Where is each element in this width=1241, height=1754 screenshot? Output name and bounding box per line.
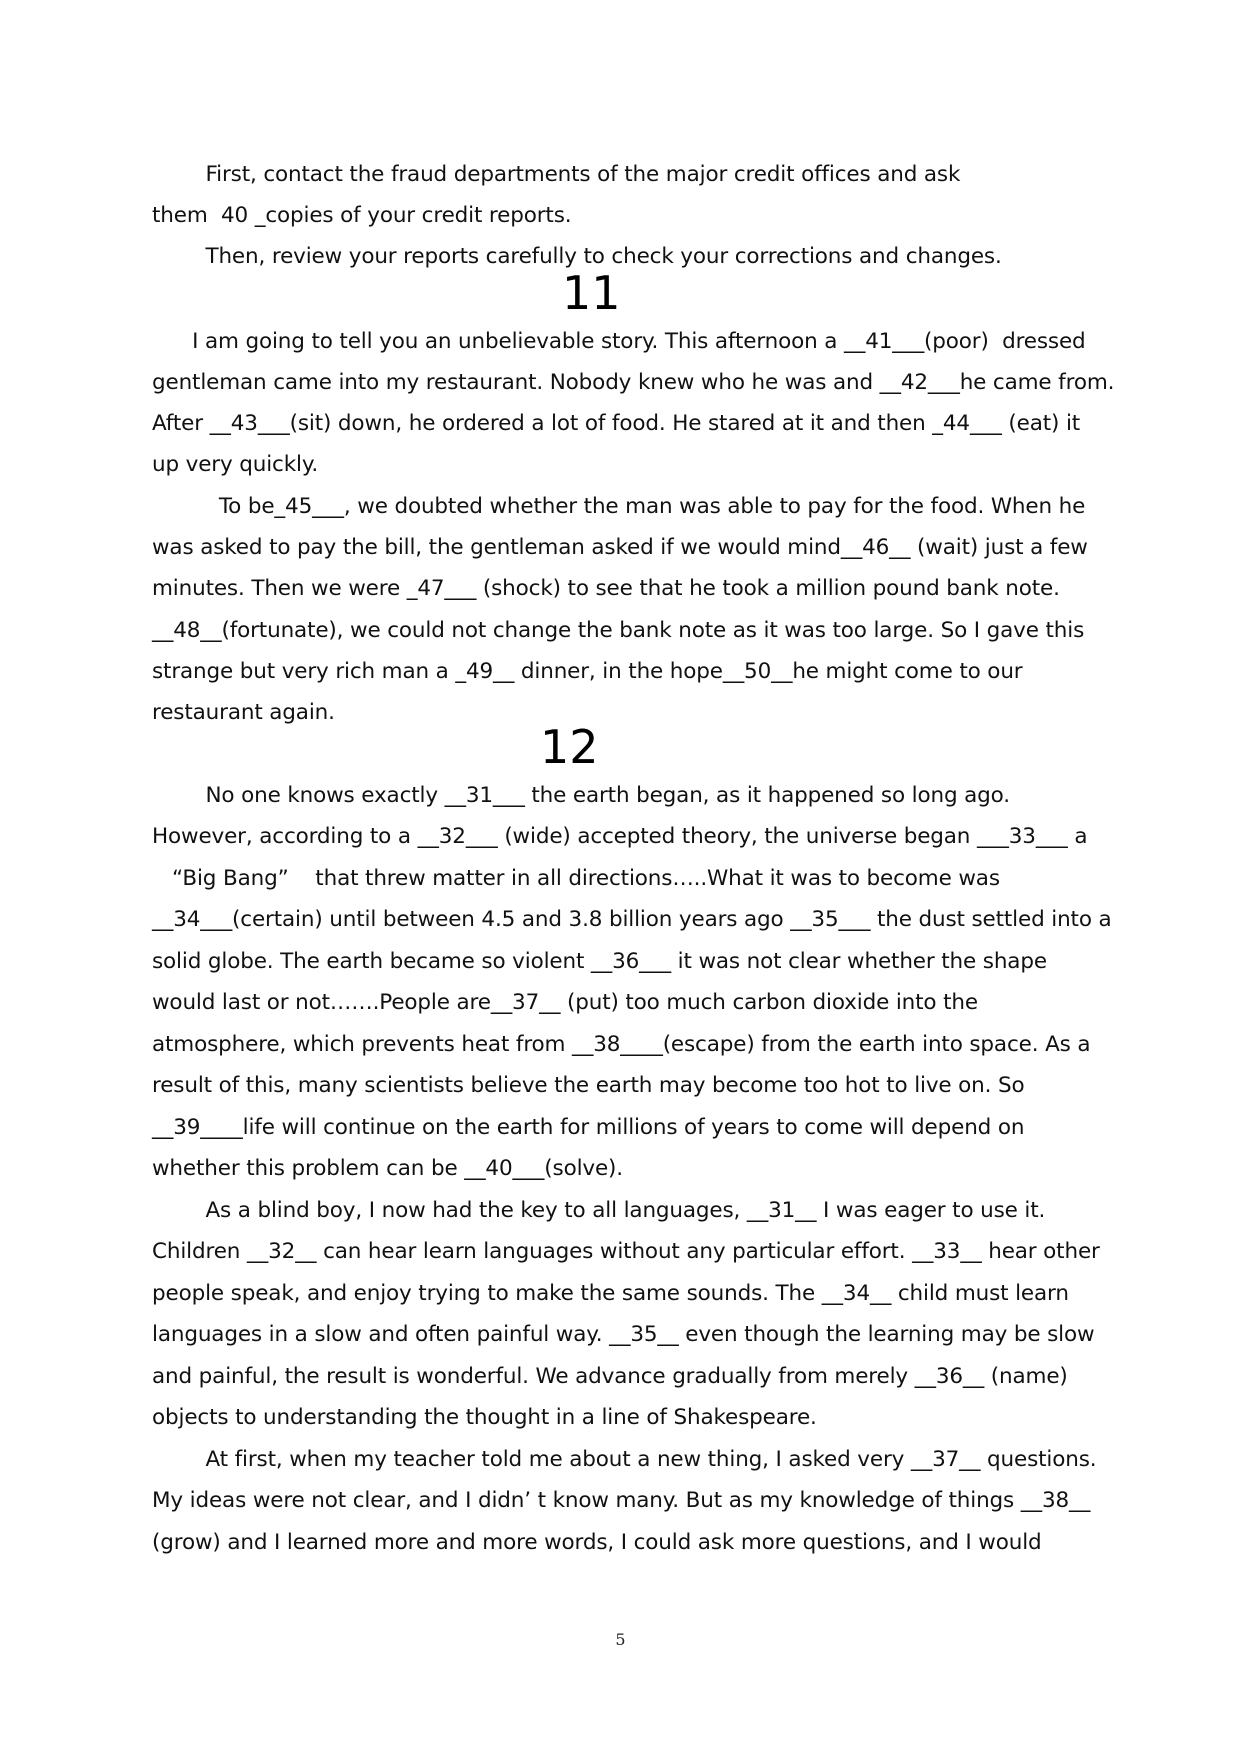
section-12-heading: 12: [540, 720, 599, 774]
intro-line-2: them 40 _copies of your credit reports.: [152, 203, 572, 228]
page-number: 5: [615, 1630, 626, 1649]
section-12-line-17: At first, when my teacher told me about a new thing, I asked very __37__ questions.: [152, 1447, 1097, 1472]
section-12-line-5: solid globe. The earth became so violent __36___ it was not clear whether the shape: [152, 949, 1047, 974]
section-12-line-11: As a blind boy, I now had the key to all languages, __31__ I was eager to use it.: [152, 1198, 1046, 1223]
section-12-line-9: __39____life will continue on the earth for millions of years to come will depend on: [152, 1115, 1025, 1140]
section-12-line-13: people speak, and enjoy trying to make the same sounds. The __34__ child must learn: [152, 1281, 1069, 1306]
section-12-line-3: “Big Bang” that threw matter in all directions…..What it was to become was: [152, 866, 1000, 891]
section-12-line-16: objects to understanding the thought in a line of Shakespeare.: [152, 1405, 817, 1430]
section-11-line-7: minutes. Then we were _47___ (shock) to see that he took a million pound bank note.: [152, 576, 1060, 601]
section-12-line-19: (grow) and I learned more and more words, I could ask more questions, and I would: [152, 1530, 1042, 1555]
section-11-line-3: After __43___(sit) down, he ordered a lot of food. He stared at it and then _44___ (eat) it: [152, 411, 1081, 436]
intro-line-1: First, contact the fraud departments of the major credit offices and ask: [152, 162, 961, 187]
section-11-line-1: I am going to tell you an unbelievable story. This afternoon a __41___(poor) dressed: [152, 329, 1086, 354]
section-12-line-18: My ideas were not clear, and I didn’ t know many. But as my knowledge of things __38__: [152, 1488, 1091, 1513]
section-11-line-9: strange but very rich man a _49__ dinner, in the hope__50__he might come to our: [152, 659, 1023, 684]
section-12-line-4: __34___(certain) until between 4.5 and 3.8 billion years ago __35___ the dust settled into a: [152, 907, 1112, 932]
section-12-line-15: and painful, the result is wonderful. We advance gradually from merely __36__ (name): [152, 1364, 1068, 1389]
section-12-line-7: atmosphere, which prevents heat from __38____(escape) from the earth into space. As a: [152, 1032, 1091, 1057]
section-11-line-2: gentleman came into my restaurant. Nobody knew who he was and __42___he came from.: [152, 370, 1115, 395]
section-11-heading: 11: [562, 266, 621, 320]
section-12-line-14: languages in a slow and often painful way. __35__ even though the learning may be slow: [152, 1322, 1095, 1347]
section-12-line-10: whether this problem can be __40___(solve).: [152, 1156, 623, 1181]
section-12-line-1: No one knows exactly __31___ the earth began, as it happened so long ago.: [152, 783, 1010, 808]
section-12-line-12: Children __32__ can hear learn languages without any particular effort. __33__ hear other: [152, 1239, 1100, 1264]
section-11-line-4: up very quickly.: [152, 452, 319, 477]
section-11-line-8: __48__(fortunate), we could not change the bank note as it was too large. So I gave this: [152, 618, 1085, 643]
section-12-line-2: However, according to a __32___ (wide) accepted theory, the universe began ___33___ a: [152, 824, 1088, 849]
section-12-line-8: result of this, many scientists believe the earth may become too hot to live on. So: [152, 1073, 1025, 1098]
section-11-line-10: restaurant again.: [152, 700, 335, 725]
section-11-line-5: To be_45___, we doubted whether the man was able to pay for the food. When he: [152, 494, 1086, 519]
section-12-line-6: would last or not…….People are__37__ (put) too much carbon dioxide into the: [152, 990, 978, 1015]
section-11-line-6: was asked to pay the bill, the gentleman asked if we would mind__46__ (wait) just a few: [152, 535, 1088, 560]
intro-line-3: Then, review your reports carefully to check your corrections and changes.: [152, 244, 1002, 269]
